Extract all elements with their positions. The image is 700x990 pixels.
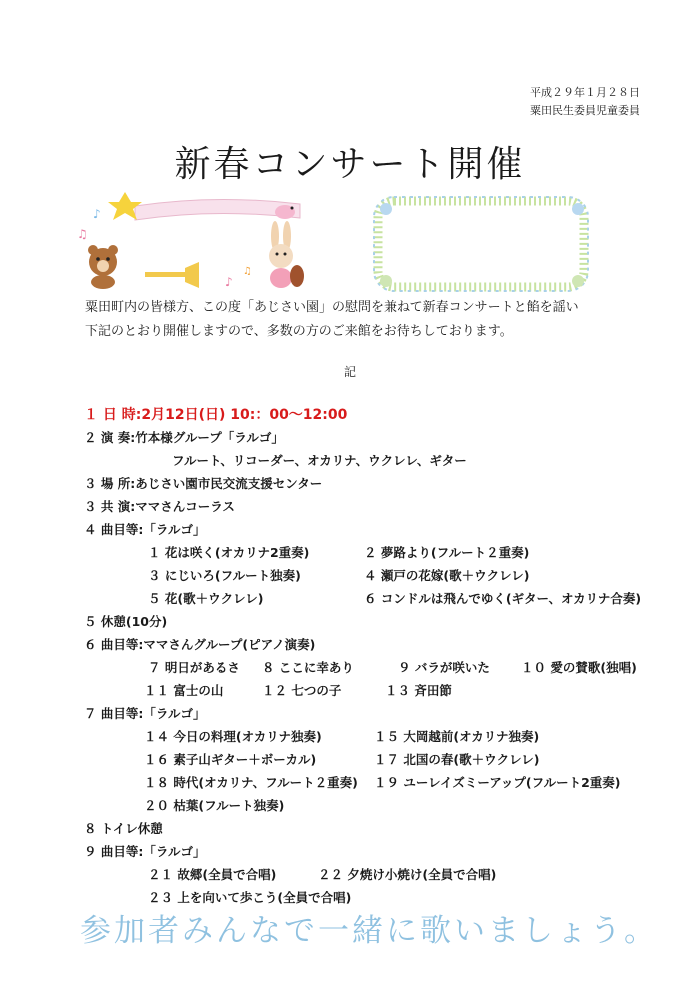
section-heading: ４ 曲目等:「ラルゴ」 xyxy=(84,522,206,537)
song-item: １１ 富士の山 xyxy=(144,683,224,698)
ki-label: 記 xyxy=(343,365,356,379)
song-item: ９ バラが咲いた xyxy=(398,660,490,675)
song-item: １４ 今日の料理(オカリナ独奏) xyxy=(144,729,322,744)
intro-line: 下記のとおり開催しますので、多数の方のご来館をお待ちしております。 xyxy=(85,324,513,339)
song-item: １７ 北国の春(歌＋ウクレレ) xyxy=(374,752,540,767)
program-co-performer: ３ 共 演:ママさんコーラス xyxy=(84,499,235,514)
song-item: ２１ 故郷(全員で合唱) xyxy=(148,867,277,882)
song-item: ２２ 夕焼け小焼け(全員で合唱) xyxy=(318,867,497,882)
song-item: １５ 大岡越前(オカリナ独奏) xyxy=(374,729,540,744)
music-note-icon: ♫ xyxy=(243,266,252,277)
intro-line: 粟田町内の皆様方、この度「あじさい園」の慰問を兼ねて新春コンサートと餡を謡い xyxy=(85,300,579,315)
music-note-icon: ♪ xyxy=(93,207,101,221)
song-item: ２３ 上を向いて歩こう(全員で合唱) xyxy=(148,890,352,905)
song-item: １２ 七つの子 xyxy=(262,683,342,698)
music-note-icon: ♫ xyxy=(77,227,88,241)
song-item: ４ 瀬戸の花嫁(歌＋ウクレレ) xyxy=(364,568,530,583)
program-datetime: １ 日 時:2月12日(日) 10:：00～12:00 xyxy=(84,407,348,423)
closing-message: 参加者みんなで一緒に歌いましょう。 xyxy=(80,913,658,949)
organization-name: 粟田民生委員児童委員 xyxy=(530,104,640,117)
song-item: １６ 素子山ギター＋ボーカル) xyxy=(144,752,317,767)
program-break: ８ トイレ休憩 xyxy=(84,821,163,836)
music-note-icon: ♪ xyxy=(225,275,233,289)
song-item: １３ 斉田節 xyxy=(385,683,452,698)
song-item: １ 花は咲く(オカリナ2重奏) xyxy=(148,545,310,560)
song-item: ５ 花(歌＋ウクレレ) xyxy=(148,591,264,606)
page-title: 新春コンサート開催 xyxy=(174,144,526,185)
document-date: 平成２９年１月２８日 xyxy=(530,86,640,99)
song-item: ２ 夢路より(フルート２重奏) xyxy=(364,545,530,560)
program-instruments: フルート、リコーダー、オカリナ、ウクレレ、ギター xyxy=(172,453,467,468)
section-heading: ６ 曲目等:ママさんグループ(ピアノ演奏) xyxy=(84,637,316,652)
program-venue: ３ 場 所:あじさい園市民交流支援センター xyxy=(84,476,323,491)
section-heading: ７ 曲目等:「ラルゴ」 xyxy=(84,706,206,721)
section-heading: ９ 曲目等:「ラルゴ」 xyxy=(84,844,206,859)
song-item: ３ にじいろ(フルート独奏) xyxy=(148,568,301,583)
song-item: ２０ 枯葉(フルート独奏) xyxy=(144,798,285,813)
song-item: ６ コンドルは飛んでゆく(ギター、オカリナ合奏) xyxy=(364,591,642,606)
song-item: ８ ここに幸あり xyxy=(262,660,354,675)
program-performer: ２ 演 奏:竹本様グループ「ラルゴ」 xyxy=(84,430,284,445)
song-item: ７ 明日があるさ xyxy=(148,660,240,675)
song-item: １８ 時代(オカリナ、フルート２重奏) xyxy=(144,775,358,790)
song-item: １９ ユーレイズミーアップ(フルート2重奏) xyxy=(374,775,621,790)
program-break: ５ 休憩(10分) xyxy=(84,614,168,629)
song-item: １０ 愛の賛歌(独唱) xyxy=(521,660,637,675)
